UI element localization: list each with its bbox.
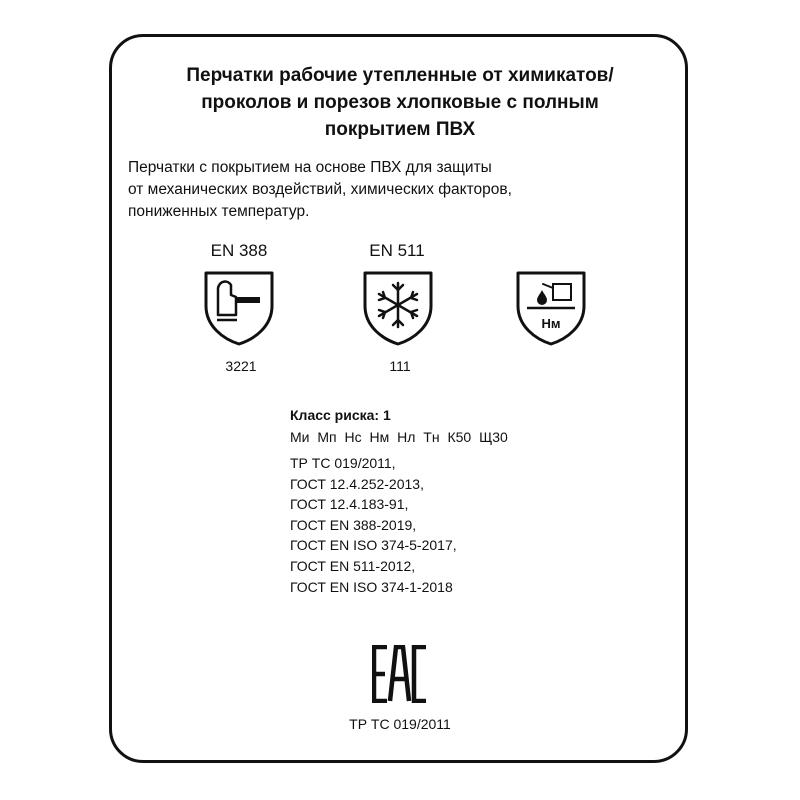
description-line: Перчатки с покрытием на основе ПВХ для защиты [128,159,492,176]
chemical-oil-shield-icon [515,270,587,346]
eac-logo [372,645,428,703]
standard-label-en388: EN 388 [210,241,268,260]
regulation-item: ТР ТС 019/2011, [290,455,396,471]
regulation-item: ГОСТ EN 388-2019, [290,516,417,533]
cold-snowflake-shield-icon [362,270,434,346]
product-description [128,157,512,223]
title-line: покрытием ПВХ [324,119,476,140]
regulations-list [290,453,457,597]
regulation-item: ГОСТ EN ISO 374-1-2018 [290,578,453,595]
title-line: Перчатки рабочие утепленные от химикатов/ [186,65,614,86]
standard-label-en511: EN 511 [369,241,425,260]
risk-section [290,405,508,447]
protection-markings: Ми Мп Нс Нм Нл Тн К50 Щ30 [290,429,508,445]
standard-code-en388: 3221 [225,358,257,374]
standard-code-en511: 111 [389,358,411,374]
regulation-item: ГОСТ EN 511-2012, [290,557,416,574]
regulation-item: ГОСТ 12.4.252-2013, [290,475,424,492]
description-line: от механических воздействий, химических факторов, [128,181,512,198]
risk-class-label: Класс риска: 1 [290,407,391,423]
description-line: пониженных температур. [128,203,310,220]
title-line: проколов и порезов хлопковые с полным [201,92,599,113]
product-title [0,62,800,143]
mechanical-hazard-shield-icon [203,270,275,346]
shield-icon-text: Нм [541,316,561,331]
regulation-item: ГОСТ EN ISO 374-5-2017, [290,537,457,554]
eac-certification-label: ТР ТС 019/2011 [349,716,451,732]
regulation-item: ГОСТ 12.4.183-91, [290,496,409,513]
